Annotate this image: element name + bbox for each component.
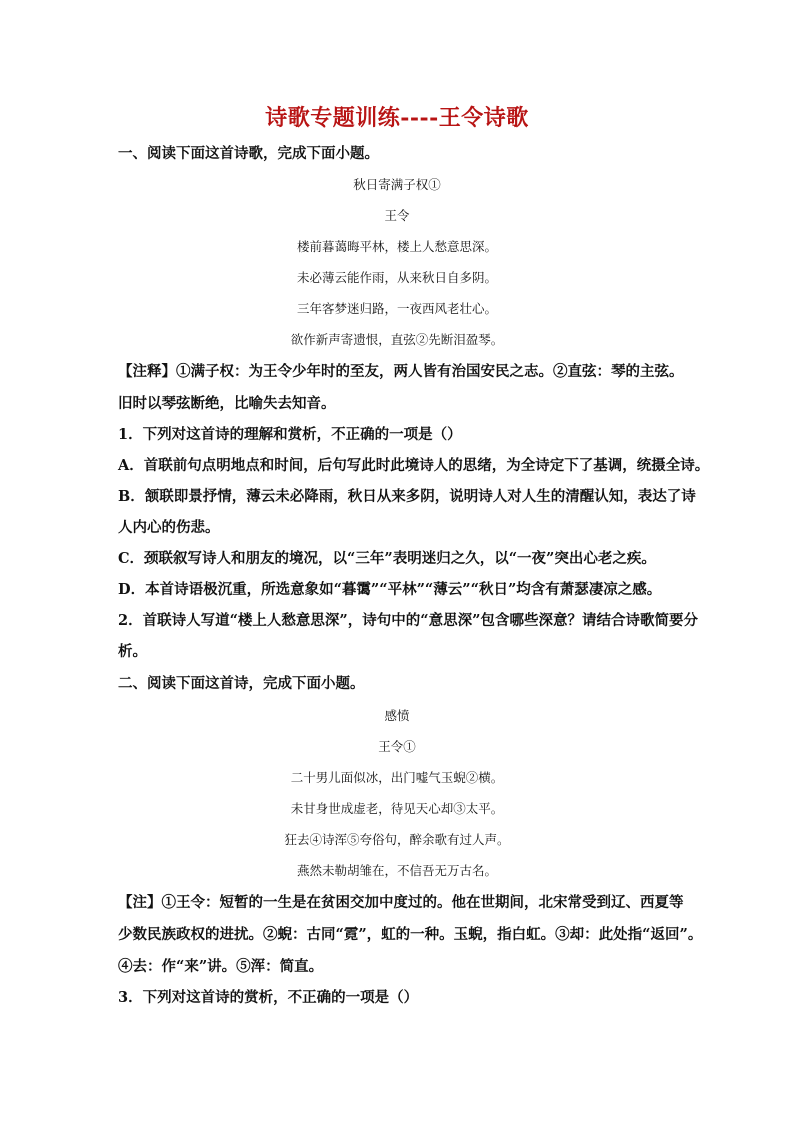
section-1-heading: 一、阅读下面这首诗歌，完成下面小题。 bbox=[118, 145, 379, 162]
poem-2-note: 【注】①王令：短暂的一生是在贫困交加中度过的。他在世期间，北宋常受到辽、西夏等 bbox=[118, 894, 684, 911]
question-1-option-b-cont: 人内心的伤悲。 bbox=[118, 519, 220, 536]
poem-2-line: 二十男儿面似冰，出门嘘气玉蜺②横。 bbox=[290, 770, 504, 785]
poem-2-note: ④去：作“来”讲。⑤浑：简直。 bbox=[118, 958, 324, 975]
question-1-option-a: A．首联前句点明地点和时间，后句写此时此境诗人的思绪，为全诗定下了基调，统摄全诗。 bbox=[118, 457, 710, 474]
poem-1-line: 楼前暮蔼晦平林，楼上人愁意思深。 bbox=[296, 239, 497, 254]
poem-1-line: 三年客梦迷归路，一夜西风老壮心。 bbox=[296, 301, 497, 316]
poem-1-line: 未必薄云能作雨，从来秋日自多阴。 bbox=[296, 270, 497, 285]
question-3-stem: 3．下列对这首诗的赏析，不正确的一项是（） bbox=[118, 989, 419, 1006]
poem-2-title: 感愤 bbox=[384, 708, 410, 723]
question-1-option-c: C．颈联叙写诗人和朋友的境况，以“三年”表明迷归之久，以“一夜”突出心老之疾。 bbox=[118, 550, 656, 567]
poem-2-line: 未甘身世成虚老，待见天心却③太平。 bbox=[290, 801, 504, 816]
poem-1-author: 王令 bbox=[384, 208, 410, 223]
poem-1-title: 秋日寄满子权① bbox=[353, 177, 441, 192]
section-2-heading: 二、阅读下面这首诗，完成下面小题。 bbox=[118, 675, 365, 692]
page-title: 诗歌专题训练----王令诗歌 bbox=[265, 105, 529, 131]
poem-2-author: 王令① bbox=[378, 739, 416, 754]
question-2-stem-cont: 析。 bbox=[118, 643, 147, 660]
poem-2-line: 燕然未勒胡雏在，不信吾无万古名。 bbox=[296, 863, 497, 878]
poem-2-line: 狂去④诗浑⑤夸俗句，醉余歌有过人声。 bbox=[284, 832, 510, 847]
question-1-option-b: B．颔联即景抒情，薄云未必降雨，秋日从来多阴，说明诗人对人生的清醒认知，表达了诗 bbox=[118, 488, 696, 505]
poem-1-note: 【注释】①满子权：为王令少年时的至友，两人皆有治国安民之志。②直弦：琴的主弦。 bbox=[118, 363, 684, 380]
poem-1-note: 旧时以琴弦断绝，比喻失去知音。 bbox=[118, 395, 336, 412]
poem-1-line: 欲作新声寄遗恨，直弦②先断泪盈琴。 bbox=[290, 332, 504, 347]
question-1-stem: 1．下列对这首诗的理解和赏析，不正确的一项是（） bbox=[118, 426, 462, 443]
question-2-stem: 2．首联诗人写道“楼上人愁意思深”，诗句中的“意思深”包含哪些深意？请结合诗歌简要分 bbox=[118, 612, 698, 629]
poem-2-note: 少数民族政权的进扰。②蜺：古同“霓”，虹的一种。玉蜺，指白虹。③却：此处指“返回”。 bbox=[118, 926, 703, 943]
question-1-option-d: D．本首诗语极沉重，所选意象如“暮霭”“平林”“薄云”“秋日”均含有萧瑟凄凉之感。 bbox=[118, 581, 662, 598]
